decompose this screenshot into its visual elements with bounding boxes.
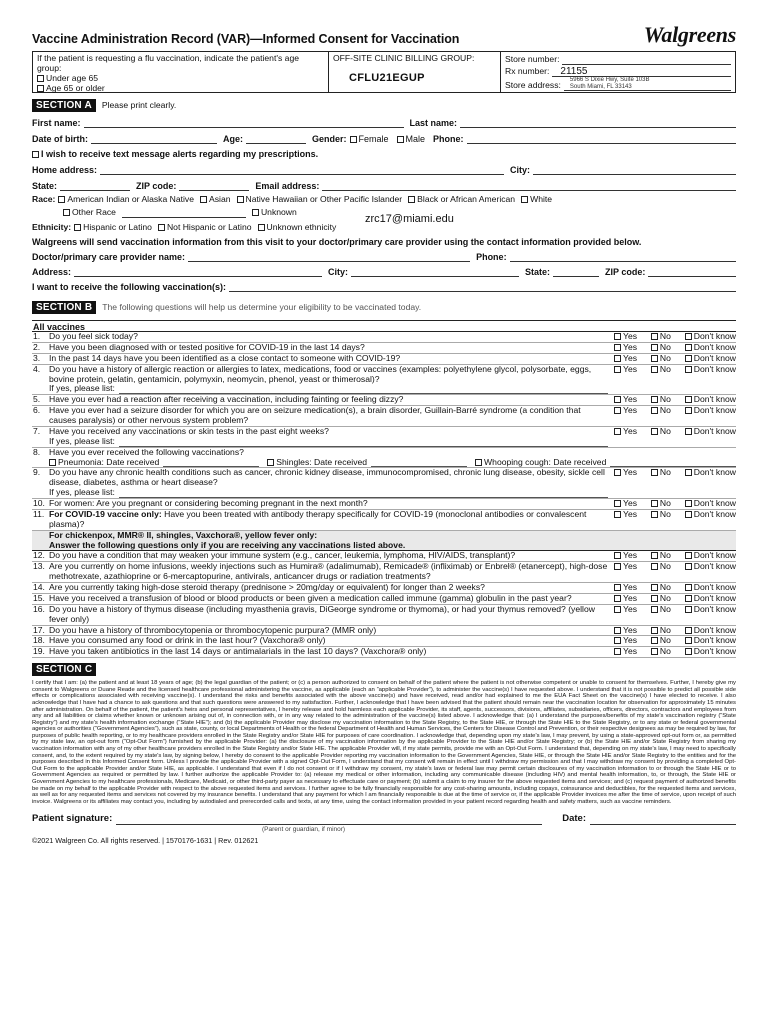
age-label: Age: bbox=[223, 133, 243, 144]
checkbox-icon[interactable] bbox=[685, 333, 692, 340]
race-option-pacific[interactable]: Native Hawaiian or Other Pacific Islander bbox=[237, 195, 403, 205]
yes-option[interactable]: Yes bbox=[614, 605, 637, 625]
dont-know-option[interactable]: Don't know bbox=[685, 626, 736, 636]
dont-know-option[interactable]: Don't know bbox=[685, 468, 736, 498]
question-row: 14. Are you currently taking high-dose steroid therapy (prednisone > 20mg/day or equivalent) for longer than 2 weeks? Yes No Don't know bbox=[33, 582, 736, 592]
question-row: 4. Do you have a history of allergic reaction or allergies to latex, medications, food or vaccines (examples: polyethylene glycol, polysorbate, eggs, bovine protein, gelatin, gentamicin, polymyxin, neomycin, phenol, yeast or thimerosal)? If yes, please list: Yes No Don't know bbox=[33, 363, 736, 394]
checkbox-icon[interactable] bbox=[614, 428, 621, 435]
question-row: 16. Do you have a history of thymus disease (including myasthenia gravis, DiGeorge syndrome or thymoma), or had your thymus removed? (yellow fever only) Yes No Don't know bbox=[33, 603, 736, 624]
live-vaccine-subheading: For chickenpox, MMR® II, shingles, Vaxchora®, yellow fever only: Answer the following questions only if you are receiving any vaccinations listed above. bbox=[32, 531, 736, 552]
no-option[interactable]: No bbox=[651, 332, 671, 342]
yes-option[interactable]: Yes bbox=[614, 365, 637, 395]
checkbox-icon[interactable] bbox=[37, 75, 44, 82]
question-text: Have you ever had a seizure disorder for which you are on seizure medication(s), a brain disorder, Guillain-Barré syndrome (a condition that causes paralysis) or other nervous system problem? bbox=[49, 405, 581, 425]
checkbox-icon[interactable] bbox=[651, 563, 658, 570]
dont-know-option[interactable]: Don't know bbox=[685, 605, 736, 625]
city-label: City: bbox=[510, 164, 531, 175]
email-field[interactable] bbox=[322, 181, 736, 191]
checkbox-icon[interactable] bbox=[614, 627, 621, 634]
store-address-field[interactable]: 5966 S Dixie Hwy, Suite 103B South Miami, FL 33143 bbox=[564, 77, 731, 91]
no-option[interactable]: No bbox=[651, 499, 671, 509]
question-row: 18. Have you consumed any food or drink in the last hour? (Vaxchora® only) Yes No Don't know bbox=[33, 635, 736, 646]
question-text: In the past 14 days have you been identified as a close contact to someone with COVID-19? bbox=[49, 352, 401, 363]
question-row: 11. For COVID-19 vaccine only: Have you been treated with antibody therapy specifically for COVID-19 (monoclonal antibodies or convalescent plasma)? Yes No Don't know bbox=[33, 508, 736, 529]
answer-options bbox=[614, 499, 736, 509]
checkbox-icon[interactable] bbox=[614, 407, 621, 414]
question-row: 17. Do you have a history of thrombocytopenia or thrombocytopenic purpura? (MMR only) Yes No Don't know bbox=[33, 624, 736, 635]
section-c-header bbox=[32, 663, 736, 676]
answer-options bbox=[614, 427, 736, 447]
dont-know-option[interactable]: Don't know bbox=[685, 551, 736, 561]
store-number-label: Store number: bbox=[505, 54, 560, 65]
checkbox-icon[interactable] bbox=[651, 344, 658, 351]
dont-know-option[interactable]: Don't know bbox=[685, 427, 736, 447]
question-text: Have you consumed any food or drink in the last hour? (Vaxchora® only) bbox=[49, 635, 326, 646]
doctor-state-field[interactable] bbox=[553, 267, 599, 277]
checkbox-icon[interactable] bbox=[74, 224, 81, 231]
checkbox-icon[interactable] bbox=[685, 355, 692, 362]
walgreens-logo: Walgreens bbox=[643, 22, 736, 47]
billing-group-label: OFF-SITE CLINIC BILLING GROUP: bbox=[333, 53, 475, 63]
shingles-option[interactable]: Shingles: Date received bbox=[267, 458, 367, 468]
checkbox-icon[interactable] bbox=[267, 459, 274, 466]
phone-field[interactable] bbox=[467, 134, 736, 144]
footer-copyright: ©2021 Walgreen Co. All rights reserved. | 1570176-1631 | Rev. 012621 bbox=[32, 835, 259, 845]
answer-options bbox=[614, 562, 736, 582]
yes-option[interactable]: Yes bbox=[614, 626, 637, 636]
checkbox-icon[interactable] bbox=[475, 459, 482, 466]
checkbox-icon[interactable] bbox=[651, 355, 658, 362]
age-field[interactable] bbox=[246, 134, 306, 144]
home-address-field[interactable] bbox=[100, 165, 504, 175]
email-value: zrc17@miami.edu bbox=[365, 213, 454, 225]
checkbox-icon[interactable] bbox=[685, 469, 692, 476]
question-text: Have you been diagnosed with or tested positive for COVID-19 in the last 14 days? bbox=[49, 341, 365, 352]
last-name-label: Last name: bbox=[409, 117, 458, 128]
checkbox-icon[interactable] bbox=[614, 396, 621, 403]
question-row: 9. Do you have any chronic health conditions such as cancer, chronic kidney disease, immunocompromised, chronic lung disease, obesity, sickle cell disease, diabetes, asthma or heart disease? If yes, please list: Yes No Don't know bbox=[33, 467, 736, 498]
requested-vaccines-field[interactable] bbox=[229, 282, 736, 292]
doctor-address-field[interactable] bbox=[74, 267, 322, 277]
zip-field[interactable] bbox=[179, 181, 249, 191]
no-option[interactable]: No bbox=[651, 583, 671, 593]
question-text: Do you feel sick today? bbox=[49, 331, 138, 341]
questionnaire-table bbox=[32, 320, 736, 658]
section-b-tag: SECTION B bbox=[32, 301, 96, 314]
answer-options bbox=[614, 406, 736, 426]
ethnicity-option-not-hispanic[interactable]: Not Hispanic or Latino bbox=[158, 223, 252, 233]
dont-know-option[interactable]: Don't know bbox=[685, 365, 736, 395]
checkbox-icon[interactable] bbox=[685, 511, 692, 518]
state-label: State: bbox=[32, 180, 58, 191]
checkbox-icon[interactable] bbox=[651, 595, 658, 602]
checkbox-icon[interactable] bbox=[685, 627, 692, 634]
checkbox-icon[interactable] bbox=[685, 584, 692, 591]
date-field[interactable] bbox=[590, 815, 736, 825]
yes-option[interactable]: Yes bbox=[614, 647, 637, 657]
checkbox-icon[interactable] bbox=[651, 584, 658, 591]
question-text: Do you have a history of allergic reaction or allergies to latex, medications, food or vaccines (examples: polyethylene glycol, polysorbate, eggs, bovine protein, gelatin, gentamicin, polymyxin, neomycin, phenol, yeast or thimerosal)? If yes, please list: bbox=[49, 365, 614, 395]
last-name-field[interactable] bbox=[460, 118, 736, 128]
shingles-date-field[interactable] bbox=[371, 458, 467, 467]
race-label: Race: bbox=[32, 194, 56, 205]
no-option[interactable]: No bbox=[651, 551, 671, 561]
signature-row bbox=[32, 813, 736, 825]
email-label: Email address: bbox=[255, 180, 320, 191]
checkbox-icon[interactable] bbox=[258, 224, 265, 231]
state-field[interactable] bbox=[60, 181, 130, 191]
dont-know-option[interactable]: Don't know bbox=[685, 647, 736, 657]
home-address-label: Home address: bbox=[32, 164, 98, 175]
yes-option[interactable]: Yes bbox=[614, 510, 637, 530]
race-option-black[interactable]: Black or African American bbox=[408, 195, 515, 205]
requested-vaccines-label: I want to receive the following vaccination(s): bbox=[32, 281, 227, 292]
checkbox-icon[interactable] bbox=[685, 595, 692, 602]
checkbox-icon[interactable] bbox=[685, 366, 692, 373]
consent-text: I certify that I am: (a) the patient and at least 18 years of age; (b) the legal guardian of the patient; or (c) a person authorized to consent on behalf of the patient where the patient is not otherwise competent or unable to consent for themselves. Further, I hereby give my consent to Walgreens or Duane Reade and the licensed healthcare professional administering the vaccine, as applicable (each an “applicable Provider”), to administer the vaccine(s) I have requested above. I understand that it is not possible to predict all possible side effects or complications associated with receiving vaccine(s). I understand the risks and benefits associated with the above vaccine(s) and have received, read and/or had explained to me the EUA Fact Sheet on the vaccine(s) I have elected to receive. I also acknowledge that I have had a chance to ask questions and that such questions were answered to my satisfaction. Further, I acknowledge that I have been advised that the patient should remain near the vaccination location for observation for approximately 15 minutes after administration. On behalf of the patient, the patient's heirs and personal representatives, I hereby release and hold harmless each applicable Provider, its staff, agents, successors, divisions, affiliates, subsidiaries, officers, directors, contractors and employees from any and all liabilities or claims whether known or unknown arising out of, in connection with, or in any way related to the administration of the vaccine(s) listed above. I acknowledge that: (a) I understand the purposes/benefits of my state's vaccination registry (“State Registry”) and my state's health information exchange (“State HIE”); and (b) the applicable Provider may disclose my vaccination information to the State Registry, to the State HIE, or through the State HIE to the State Registry, or to any state or federal governmental agencies or authorities (“Government Agencies”), such as state, county, or local Departments of Health or the federal Department of Health and Human Services, the Centers for Disease Control and Prevention, or their respective designees as may be required by law, for purposes of public health reporting, or to my healthcare providers enrolled in the State Registry and/or State HIE for purposes of care coordination. I acknowledge that, depending upon my state's law, I may prevent, by using a state-approved opt-out form or, as permitted by my state law, an opt-out form (“Opt-Out Form”) furnished by the applicable Provider: (a) the disclosure of my vaccination information by the applicable Provider to the State HIE and/or State Registry; or (b) the State HIE and/or State Registry from sharing my vaccination information with any of my other healthcare providers enrolled in the State Registry and/or State HIE. The applicable Provider will, if my state permits, provide me with an Opt-Out Form. I understand that, depending on my state's law, I may need to specifically consent, and, to the extent required by my state's law, by signing below, I hereby do consent to the applicable Provider reporting my vaccination information to the Government Agencies, State HIE, or through the State HIE and/or State Registry to the entities and for the purposes described in this Informed Consent form. Unless I provide the applicable Provider with a signed Opt-Out Form, I understand that my consent will remain in effect until I withdraw my permission and that I may withdraw my consent by providing a completed Opt-Out Form to the applicable Provider and/or State HIE, as applicable. I understand that even if I do not consent or if I withdraw my consent, my state's laws or federal law may permit certain disclosures of my vaccination information to or through the State HIE or to Government Agencies as required or permitted by law. I further authorize the applicable Provider to: (a) release my medical or other information, including any communicable disease (including HIV) and mental health information, to, or through, the State HIE or Government Agencies to my healthcare professionals, Medicare, Medicaid, or other third-party payer as necessary to effectuate care or payment; (b) submit a claim to my insurer for the above requested items and services; and (c) request payment of authorized benefits be made on my behalf to the applicable Provider with respect to the above requested items and services. I further agree to be fully financially responsible for any cost-sharing amounts, including copays, coinsurance and deductibles, for the requested items and services, as well as for any requested items and services not covered by my insurance benefits. I understand that any payment for which I am financially responsible is due at the time of service or, if the applicable Provider invoices me after the time of service, upon receipt of such invoice. Walgreens or its affiliates may contact you, including by autodialed and prerecorded calls and texts, at any time, using the contact information provided in your patient record regarding health and safety matters, such as vaccine reminders. bbox=[32, 680, 736, 805]
checkbox-icon[interactable] bbox=[614, 595, 621, 602]
header-grid bbox=[32, 51, 736, 93]
doctor-state-label: State: bbox=[525, 266, 551, 277]
question-text: Have you received a transfusion of blood or blood products or been given a medication called immune (gamma) globulin in the past year? bbox=[49, 592, 572, 603]
doctor-phone-label: Phone: bbox=[476, 251, 507, 262]
text-alerts-option[interactable]: I wish to receive text message alerts regarding my prescriptions. bbox=[32, 149, 318, 159]
race-option-native[interactable]: American Indian or Alaska Native bbox=[58, 195, 194, 205]
zip-label: ZIP code: bbox=[136, 180, 177, 191]
no-option[interactable]: No bbox=[651, 636, 671, 646]
answer-options bbox=[614, 365, 736, 395]
no-option[interactable]: No bbox=[651, 468, 671, 498]
date-label: Date: bbox=[562, 813, 587, 825]
question-row: 3. In the past 14 days have you been identified as a close contact to someone with COVID-19? Yes No Don't know bbox=[33, 352, 736, 363]
ethnicity-label: Ethnicity: bbox=[32, 222, 72, 233]
checkbox-icon[interactable] bbox=[614, 344, 621, 351]
checkbox-icon[interactable] bbox=[685, 344, 692, 351]
city-field[interactable] bbox=[533, 165, 736, 175]
answer-options bbox=[614, 510, 736, 530]
whooping-cough-option[interactable]: Whooping cough: Date received bbox=[475, 458, 606, 468]
dont-know-option[interactable]: Don't know bbox=[685, 510, 736, 530]
race-option-white[interactable]: White bbox=[521, 195, 552, 205]
question-row: 8. Have you ever received the following vaccinations? Pneumonia: Date received Shingles: Date received Whooping cough: Date received bbox=[32, 448, 736, 469]
yes-option[interactable]: Yes bbox=[614, 468, 637, 498]
question-row: 2. Have you been diagnosed with or tested positive for COVID-19 in the last 14 days? Yes No Don't know bbox=[33, 341, 736, 352]
yes-option[interactable]: Yes bbox=[614, 583, 637, 593]
checkbox-icon[interactable] bbox=[651, 637, 658, 644]
doctor-phone-field[interactable] bbox=[510, 252, 736, 262]
rx-number-field[interactable]: 21155 bbox=[552, 66, 731, 77]
send-info-notice: Walgreens will send vaccination information from this visit to your doctor/primary care provider using the contact information provided below. bbox=[32, 236, 642, 247]
answer-options bbox=[614, 626, 736, 636]
checkbox-icon[interactable] bbox=[158, 224, 165, 231]
no-option[interactable]: No bbox=[651, 427, 671, 447]
yes-option[interactable]: Yes bbox=[614, 594, 637, 604]
checkbox-icon[interactable] bbox=[614, 333, 621, 340]
question-text: Have you taken antibiotics in the last 14 days or antimalarials in the last 10 days? (Vaxchora® only) bbox=[49, 646, 427, 657]
dob-label: Date of birth: bbox=[32, 133, 88, 144]
no-option[interactable]: No bbox=[651, 395, 671, 405]
dont-know-option[interactable]: Don't know bbox=[685, 395, 736, 405]
first-name-label: First name: bbox=[32, 117, 81, 128]
question-row: 6. Have you ever had a seizure disorder for which you are on seizure medication(s), a brain disorder, Guillain-Barré syndrome (a condition that causes paralysis) or other nervous system problem? Yes No Don't know bbox=[33, 405, 736, 425]
race-option-asian[interactable]: Asian bbox=[200, 195, 231, 205]
question-row: 1. Do you feel sick today? Yes No Don't know bbox=[33, 331, 736, 341]
signature-subtext: (Parent or guardian, if minor) bbox=[262, 826, 346, 834]
dont-know-option[interactable]: Don't know bbox=[685, 636, 736, 646]
other-race-field[interactable] bbox=[122, 209, 246, 218]
doctor-zip-field[interactable] bbox=[648, 267, 736, 277]
section-a-header bbox=[32, 99, 736, 112]
yes-option[interactable]: Yes bbox=[614, 332, 637, 342]
checkbox-icon[interactable] bbox=[614, 606, 621, 613]
age-group-cell bbox=[33, 52, 329, 92]
section-b-header bbox=[32, 301, 736, 314]
checkbox-icon[interactable] bbox=[685, 606, 692, 613]
question-row: 19. Have you taken antibiotics in the last 14 days or antimalarials in the last 10 days? (Vaxchora® only) Yes No Don't know bbox=[33, 646, 736, 657]
yes-option[interactable]: Yes bbox=[614, 354, 637, 364]
question-text: Do you have a history of thrombocytopenia or thrombocytopenic purpura? (MMR only) bbox=[49, 624, 377, 635]
answer-options bbox=[614, 636, 736, 646]
checkbox-icon[interactable] bbox=[200, 196, 207, 203]
answer-options bbox=[614, 647, 736, 657]
section-a-tag: SECTION A bbox=[32, 99, 96, 112]
dob-field[interactable] bbox=[91, 134, 217, 144]
dont-know-option[interactable]: Don't know bbox=[685, 354, 736, 364]
doctor-name-field[interactable] bbox=[188, 252, 470, 262]
doctor-name-label: Doctor/primary care provider name: bbox=[32, 251, 186, 262]
no-option[interactable]: No bbox=[651, 562, 671, 582]
doctor-address-label: Address: bbox=[32, 266, 72, 277]
dont-know-option[interactable]: Don't know bbox=[685, 594, 736, 604]
question-text: Do you have a history of thymus disease (including myasthenia gravis, DiGeorge syndrome or thymoma), or had your thymus removed? (yellow fever only) bbox=[49, 603, 595, 624]
section-c-tag: SECTION C bbox=[32, 663, 96, 676]
question-text: Are you currently taking high-dose steroid therapy (prednisone > 20mg/day or equivalent) for longer than 2 weeks? bbox=[49, 582, 485, 592]
no-option[interactable]: No bbox=[651, 406, 671, 426]
answer-options bbox=[614, 551, 736, 561]
answer-options bbox=[614, 605, 736, 625]
whooping-cough-date-field[interactable] bbox=[610, 458, 736, 467]
section-b-note: The following questions will help us determine your eligibility to be vaccinated today. bbox=[102, 301, 422, 312]
checkbox-icon[interactable] bbox=[651, 627, 658, 634]
yes-option[interactable]: Yes bbox=[614, 499, 637, 509]
dont-know-option[interactable]: Don't know bbox=[685, 343, 736, 353]
yes-option[interactable]: Yes bbox=[614, 427, 637, 447]
race-option-other[interactable]: Other Race bbox=[63, 208, 116, 218]
yes-option[interactable]: Yes bbox=[614, 395, 637, 405]
dont-know-option[interactable]: Don't know bbox=[685, 332, 736, 342]
no-option[interactable]: No bbox=[651, 605, 671, 625]
checkbox-icon[interactable] bbox=[350, 136, 357, 143]
checkbox-icon[interactable] bbox=[614, 552, 621, 559]
no-option[interactable]: No bbox=[651, 354, 671, 364]
store-address-label: Store address: bbox=[505, 80, 561, 91]
checkbox-icon[interactable] bbox=[685, 648, 692, 655]
checkbox-icon[interactable] bbox=[651, 500, 658, 507]
checkbox-icon[interactable] bbox=[651, 428, 658, 435]
section-a-note: Please print clearly. bbox=[101, 99, 177, 110]
gender-female-option[interactable]: Female bbox=[350, 134, 389, 144]
dont-know-option[interactable]: Don't know bbox=[685, 499, 736, 509]
form-title: Vaccine Administration Record (VAR)—Informed Consent for Vaccination bbox=[32, 31, 460, 46]
form-header bbox=[32, 24, 736, 46]
question-row: 12. Do you have a condition that may weaken your immune system (e.g., cancer, leukemia, lymphoma, HIV/AIDS, transplant)? Yes No Don't know bbox=[33, 550, 736, 561]
checkbox-icon[interactable] bbox=[651, 366, 658, 373]
checkbox-icon[interactable] bbox=[58, 196, 65, 203]
doctor-city-label: City: bbox=[328, 266, 349, 277]
billing-group-cell bbox=[329, 52, 501, 92]
question-text: For COVID-19 vaccine only: Have you been treated with antibody therapy specifically for COVID-19 (monoclonal antibodies or convalescent plasma)? bbox=[49, 508, 587, 529]
ethnicity-option-hispanic[interactable]: Hispanic or Latino bbox=[74, 223, 152, 233]
checkbox-icon[interactable] bbox=[614, 563, 621, 570]
checkbox-icon[interactable] bbox=[651, 648, 658, 655]
first-name-field[interactable] bbox=[84, 118, 404, 128]
answer-options bbox=[614, 594, 736, 604]
yes-option[interactable]: Yes bbox=[614, 562, 637, 582]
question-text: For women: Are you pregnant or considering becoming pregnant in the next month? bbox=[49, 498, 368, 508]
yes-option[interactable]: Yes bbox=[614, 551, 637, 561]
answer-options bbox=[614, 343, 736, 353]
question-text: Do you have any chronic health conditions such as cancer, chronic kidney disease, immunocompromised, chronic lung disease, obesity, sickle cell disease, diabetes, asthma or heart disease? If yes, please list: bbox=[49, 468, 614, 498]
question-row: 13. Are you currently on home infusions, weekly injections such as Humira® (adalimumab), Remicade® (infliximab) or Enbrel® (etanercept), high-dose methotrexate, azathioprine or 6-mercaptopurine, antivirals, anticancer drugs or radiation treatments? Yes No Don't know bbox=[33, 561, 736, 582]
checkbox-icon[interactable] bbox=[614, 355, 621, 362]
checkbox-icon[interactable] bbox=[32, 151, 39, 158]
age-over-65-option[interactable]: Age 65 or older bbox=[37, 84, 324, 94]
yes-option[interactable]: Yes bbox=[614, 406, 637, 426]
answer-options bbox=[614, 354, 736, 364]
store-number-field[interactable] bbox=[562, 54, 731, 65]
checkbox-icon[interactable] bbox=[521, 196, 528, 203]
no-option[interactable]: No bbox=[651, 647, 671, 657]
doctor-zip-label: ZIP code: bbox=[605, 266, 646, 277]
yes-option[interactable]: Yes bbox=[614, 343, 637, 353]
yes-option[interactable]: Yes bbox=[614, 636, 637, 646]
answer-options bbox=[614, 583, 736, 593]
ethnicity-option-unknown[interactable]: Unknown ethnicity bbox=[258, 223, 337, 233]
patient-signature-label: Patient signature: bbox=[32, 813, 113, 825]
no-option[interactable]: No bbox=[651, 594, 671, 604]
answer-options bbox=[614, 332, 736, 342]
checkbox-icon[interactable] bbox=[614, 366, 621, 373]
patient-signature-field[interactable] bbox=[116, 815, 542, 825]
question-text: Have you received any vaccinations or skin tests in the past eight weeks? If yes, please list: bbox=[49, 427, 614, 447]
checkbox-icon[interactable] bbox=[37, 85, 44, 92]
no-option[interactable]: No bbox=[651, 626, 671, 636]
checkbox-icon[interactable] bbox=[614, 637, 621, 644]
checkbox-icon[interactable] bbox=[237, 196, 244, 203]
age-group-prompt: If the patient is requesting a flu vaccination, indicate the patient's age group: bbox=[37, 53, 300, 73]
doctor-city-field[interactable] bbox=[351, 267, 519, 277]
all-vaccines-heading: All vaccines bbox=[32, 321, 736, 332]
checkbox-icon[interactable] bbox=[49, 459, 56, 466]
answer-options bbox=[614, 468, 736, 498]
checkbox-icon[interactable] bbox=[408, 196, 415, 203]
checkbox-icon[interactable] bbox=[614, 648, 621, 655]
q9-list-field[interactable] bbox=[119, 489, 608, 498]
question-row: 10. For women: Are you pregnant or considering becoming pregnant in the next month? Yes No Don't know bbox=[33, 498, 736, 508]
race-option-unknown[interactable]: Unknown bbox=[252, 208, 297, 218]
dont-know-option[interactable]: Don't know bbox=[685, 562, 736, 582]
question-row: 15. Have you received a transfusion of blood or blood products or been given a medication called immune (gamma) globulin in the past year? Yes No Don't know bbox=[33, 592, 736, 603]
gender-male-option[interactable]: Male bbox=[397, 134, 426, 144]
question-row: 5. Have you ever had a reaction after receiving a vaccination, including fainting or feeling dizzy? Yes No Don't know bbox=[33, 394, 736, 405]
checkbox-icon[interactable] bbox=[614, 584, 621, 591]
rx-number-label: Rx number: bbox=[505, 66, 550, 77]
billing-group-code: CFLU21EGUP bbox=[349, 72, 425, 84]
checkbox-icon[interactable] bbox=[397, 136, 404, 143]
no-option[interactable]: No bbox=[651, 510, 671, 530]
pneumonia-date-field[interactable] bbox=[163, 458, 259, 467]
checkbox-icon[interactable] bbox=[685, 428, 692, 435]
store-info-cell bbox=[501, 52, 735, 92]
phone-label: Phone: bbox=[433, 133, 464, 144]
question-text: Do you have a condition that may weaken your immune system (e.g., cancer, leukemia, lymphoma, HIV/AIDS, transplant)? bbox=[49, 550, 516, 561]
checkbox-icon[interactable] bbox=[614, 511, 621, 518]
checkbox-icon[interactable] bbox=[252, 209, 259, 216]
question-row: 7. Have you received any vaccinations or skin tests in the past eight weeks? If yes, please list: Yes No Don't know bbox=[33, 425, 736, 446]
checkbox-icon[interactable] bbox=[614, 469, 621, 476]
checkbox-icon[interactable] bbox=[651, 407, 658, 414]
pneumonia-option[interactable]: Pneumonia: Date received bbox=[49, 458, 159, 468]
checkbox-icon[interactable] bbox=[651, 606, 658, 613]
checkbox-icon[interactable] bbox=[685, 637, 692, 644]
no-option[interactable]: No bbox=[651, 343, 671, 353]
dont-know-option[interactable]: Don't know bbox=[685, 583, 736, 593]
checkbox-icon[interactable] bbox=[63, 209, 70, 216]
checkbox-icon[interactable] bbox=[685, 563, 692, 570]
checkbox-icon[interactable] bbox=[651, 511, 658, 518]
dont-know-option[interactable]: Don't know bbox=[685, 406, 736, 426]
answer-options bbox=[614, 395, 736, 405]
age-under-65-option[interactable]: Under age 65 bbox=[37, 74, 324, 84]
question-text: Are you currently on home infusions, weekly injections such as Humira® (adalimumab), Remicade® (infliximab) or Enbrel® (etanercept), high-dose methotrexate, azathioprine or 6-mercaptopurine, antivirals, anticancer drugs or radiation treatments? bbox=[49, 561, 608, 582]
checkbox-icon[interactable] bbox=[651, 396, 658, 403]
gender-label: Gender: bbox=[312, 133, 347, 144]
checkbox-icon[interactable] bbox=[651, 469, 658, 476]
checkbox-icon[interactable] bbox=[685, 500, 692, 507]
checkbox-icon[interactable] bbox=[651, 333, 658, 340]
no-option[interactable]: No bbox=[651, 365, 671, 395]
checkbox-icon[interactable] bbox=[685, 407, 692, 414]
checkbox-icon[interactable] bbox=[614, 500, 621, 507]
q4-list-field[interactable] bbox=[119, 385, 608, 394]
checkbox-icon[interactable] bbox=[651, 552, 658, 559]
checkbox-icon[interactable] bbox=[685, 552, 692, 559]
question-text: Have you ever received the following vaccinations? Pneumonia: Date received Shingles: Date received Whooping cough: Date received bbox=[49, 448, 736, 468]
checkbox-icon[interactable] bbox=[685, 396, 692, 403]
q7-list-field[interactable] bbox=[119, 438, 608, 447]
question-text: Have you ever had a reaction after receiving a vaccination, including fainting or feeling dizzy? bbox=[49, 394, 404, 405]
